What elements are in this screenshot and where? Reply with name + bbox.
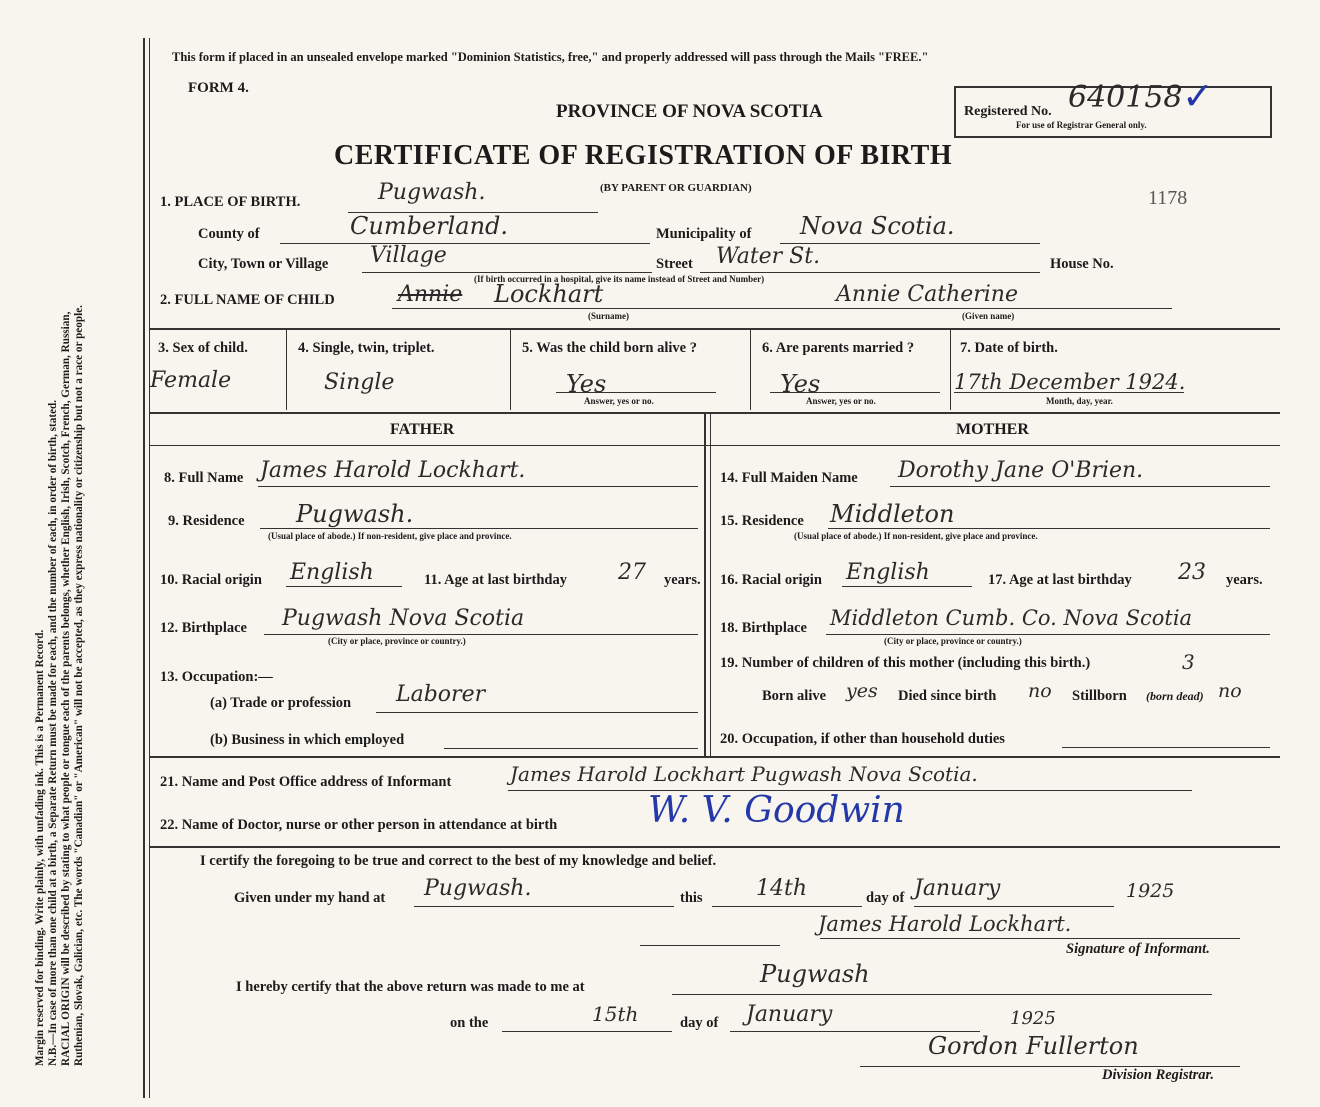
registration-label: Registered No. [964, 104, 1052, 119]
province-heading: PROVINCE OF NOVA SCOTIA [556, 101, 823, 122]
margin-line-1: Margin reserved for binding. Write plainly, with unfading ink. This is a Permanent Record. [34, 629, 46, 1066]
registration-box [954, 76, 1272, 138]
given-month-underline [914, 906, 1114, 907]
informant-value: James Harold Lockhart Pugwash Nova Scotia. [510, 762, 978, 786]
signature-label: Signature of Informant. [1066, 941, 1210, 957]
divider-2 [510, 330, 511, 410]
city-underline [362, 272, 652, 273]
mother-residence-note: (Usual place of abode.) If non-resident, give place and province. [794, 531, 1038, 541]
father-birthplace-note: (City or place, province or country.) [328, 636, 466, 646]
given-at-label: Given under my hand at [234, 890, 386, 906]
mother-birthplace-note: (City or place, province or country.) [884, 636, 1022, 646]
city-value: Village [370, 243, 447, 268]
margin-notes [34, 66, 86, 1066]
given-at-underline [414, 906, 674, 907]
father-heading: FATHER [390, 421, 455, 438]
registered-day-value: 15th [592, 1002, 639, 1026]
mother-birthplace-label: 18. Birthplace [720, 620, 807, 636]
parents-divider [704, 414, 706, 756]
mother-residence-value: Middleton [830, 500, 955, 528]
trade-underline [376, 712, 698, 713]
signature-rule [820, 938, 1240, 939]
place-of-birth-label: 1. PLACE OF BIRTH. [160, 194, 301, 210]
business-underline [444, 748, 698, 749]
stillborn-note: (born dead) [1146, 689, 1204, 703]
day-of-label: day of [866, 890, 905, 906]
father-name-label: 8. Full Name [164, 470, 244, 486]
given-note: (Given name) [962, 311, 1015, 321]
left-border-outer [143, 38, 145, 1098]
mail-notice: This form if placed in an unsealed envelope marked "Dominion Statistics, free," and properly addressed will pass through the Mails "FREE." [172, 50, 929, 64]
registration-note: For use of Registrar General only. [1016, 120, 1147, 130]
father-birthplace-value: Pugwash Nova Scotia [282, 606, 525, 631]
mother-age-label: 17. Age at last birthday [988, 572, 1132, 588]
municipality-value: Nova Scotia. [800, 212, 955, 240]
mother-race-label: 16. Racial origin [720, 572, 822, 588]
father-race-underline [286, 586, 402, 587]
trade-value: Laborer [396, 682, 486, 707]
married-note: Answer, yes or no. [806, 396, 876, 406]
street-value: Water St. [716, 244, 821, 269]
city-label: City, Town or Village [198, 256, 329, 272]
father-residence-value: Pugwash. [296, 500, 414, 528]
mother-residence-label: 15. Residence [720, 513, 804, 529]
born-alive-value: Yes [566, 370, 607, 398]
father-residence-label: 9. Residence [168, 513, 245, 529]
father-birthplace-underline [264, 634, 698, 635]
name-underline [392, 308, 1172, 309]
mother-birthplace-underline [826, 634, 1270, 635]
mother-name-label: 14. Full Maiden Name [720, 470, 858, 486]
dob-note: Month, day, year. [1046, 396, 1113, 406]
margin-line-4: Ruthenian, Slovak, Galician, etc. The words "Canadian" or "American" will not be accepted, as they express nationality or citizenship but not a race or people. [73, 305, 85, 1066]
informant-signature: James Harold Lockhart. [818, 912, 1072, 936]
registered-day-of-label: day of [680, 1015, 719, 1031]
county-value: Cumberland. [350, 212, 509, 240]
married-label: 6. Are parents married ? [762, 340, 915, 356]
stillborn-label: Stillborn [1072, 688, 1127, 704]
mother-occupation-underline [1062, 747, 1270, 748]
given-at-value: Pugwash. [424, 876, 532, 901]
children-count-value: 3 [1182, 650, 1195, 674]
left-border-inner [149, 38, 150, 1098]
certificate-title: CERTIFICATE OF REGISTRATION OF BIRTH [334, 140, 953, 171]
corner-number: 1178 [1148, 187, 1188, 209]
father-race-value: English [290, 560, 374, 585]
mother-heading: MOTHER [956, 421, 1029, 438]
mother-residence-underline [828, 528, 1270, 529]
sex-label: 3. Sex of child. [158, 340, 248, 356]
hereby-place-value: Pugwash [760, 960, 870, 988]
dob-value: 17th December 1924. [954, 370, 1186, 394]
mother-occupation-label: 20. Occupation, if other than household duties [720, 731, 1005, 747]
father-birthplace-label: 12. Birthplace [160, 620, 247, 636]
struck-name: Annie [398, 282, 463, 307]
married-value: Yes [780, 370, 821, 398]
registration-number: 640158 [1068, 80, 1183, 115]
form-number: FORM 4. [188, 80, 249, 96]
attendant-label: 22. Name of Doctor, nurse or other person in attendance at birth [160, 817, 558, 833]
father-name-underline [258, 486, 698, 487]
margin-line-3: RACIAL ORIGIN will be described by stating to what people or tongue each of the parents belongs, whether English, Irish, Scotch, French, German, Russian, [60, 311, 72, 1066]
row-top-rule [149, 328, 1280, 330]
father-name-value: James Harold Lockhart. [260, 458, 526, 483]
registered-year: 1925 [1010, 1008, 1056, 1029]
certify-statement: I certify the foregoing to be true and correct to the best of my knowledge and belief. [200, 853, 717, 869]
divider-1 [286, 330, 287, 410]
informant-label: 21. Name and Post Office address of Informant [160, 774, 452, 790]
dob-underline [954, 392, 1184, 393]
mother-race-value: English [846, 560, 930, 585]
street-label: Street [656, 256, 693, 272]
married-underline [770, 392, 940, 393]
registered-month-value: January [746, 1002, 833, 1027]
mother-name-value: Dorothy Jane O'Brien. [898, 458, 1144, 483]
parents-bottom-rule [149, 756, 1280, 758]
given-year: 1925 [1126, 880, 1175, 902]
dob-label: 7. Date of birth. [960, 340, 1058, 356]
attendant-bottom-rule [149, 846, 1280, 848]
child-name-label: 2. FULL NAME OF CHILD [160, 292, 335, 308]
divider-4 [950, 330, 951, 410]
signature-short-rule [640, 945, 780, 946]
child-surname: Lockhart [494, 280, 604, 308]
given-day-underline [712, 906, 862, 907]
check-mark-icon: ✓ [1182, 76, 1214, 118]
child-given-name: Annie Catherine [836, 282, 1018, 307]
plurality-value: Single [324, 370, 395, 395]
surname-note: (Surname) [588, 311, 629, 321]
father-age-unit: years. [664, 572, 701, 588]
house-label: House No. [1050, 256, 1114, 272]
county-label: County of [198, 226, 260, 242]
born-alive-note: Answer, yes or no. [584, 396, 654, 406]
certificate-subtitle: (BY PARENT OR GUARDIAN) [600, 182, 752, 194]
parents-heading-rule [149, 445, 1280, 446]
born-alive-count-value: yes [846, 680, 878, 702]
father-residence-underline [260, 528, 698, 529]
registered-day-underline [502, 1031, 672, 1032]
hereby-underline [672, 994, 1212, 995]
father-race-label: 10. Racial origin [160, 572, 262, 588]
father-age-label: 11. Age at last birthday [424, 572, 567, 588]
mother-age-unit: years. [1226, 572, 1263, 588]
parents-divider-inner [710, 414, 711, 756]
mother-name-underline [890, 486, 1270, 487]
given-month-value: January [914, 876, 1001, 901]
municipality-label: Municipality of [656, 226, 752, 242]
father-age-value: 27 [618, 560, 646, 585]
mother-age-value: 23 [1178, 560, 1206, 585]
father-residence-note: (Usual place of abode.) If non-resident, give place and province. [268, 531, 512, 541]
registrar-signature: Gordon Fullerton [928, 1032, 1139, 1060]
mother-birthplace-value: Middleton Cumb. Co. Nova Scotia [830, 606, 1193, 630]
on-the-label: on the [450, 1015, 489, 1031]
stillborn-value: no [1218, 680, 1242, 702]
hospital-note: (If birth occurred in a hospital, give its name instead of Street and Number) [474, 274, 765, 284]
registrar-label: Division Registrar. [1102, 1067, 1214, 1083]
this-label: this [680, 890, 703, 906]
mother-race-underline [842, 586, 972, 587]
divider-3 [750, 330, 751, 410]
given-day-value: 14th [756, 876, 808, 901]
hereby-statement: I hereby certify that the above return was made to me at [236, 979, 585, 995]
occupation-label: 13. Occupation:— [160, 669, 273, 685]
plurality-label: 4. Single, twin, triplet. [298, 340, 435, 356]
margin-line-2: N.B.—In case of more than one child at a birth, a Separate Return must be made for each, and the number of each, in order of birth, stated. [47, 399, 59, 1066]
place-of-birth-value: Pugwash. [378, 180, 486, 205]
children-count-label: 19. Number of children of this mother (including this birth.) [720, 655, 1091, 671]
born-alive-label: 5. Was the child born alive ? [522, 340, 697, 356]
street-underline [700, 272, 1040, 273]
born-alive-count-label: Born alive [762, 688, 827, 704]
died-since-label: Died since birth [898, 688, 997, 704]
sex-value: Female [150, 368, 232, 393]
attendant-value: W. V. Goodwin [648, 790, 905, 831]
died-since-value: no [1028, 680, 1052, 702]
county-underline [280, 243, 650, 244]
row-bottom-rule [149, 412, 1280, 414]
born-alive-underline [556, 392, 716, 393]
trade-label: (a) Trade or profession [210, 695, 352, 711]
business-label: (b) Business in which employed [210, 732, 405, 748]
